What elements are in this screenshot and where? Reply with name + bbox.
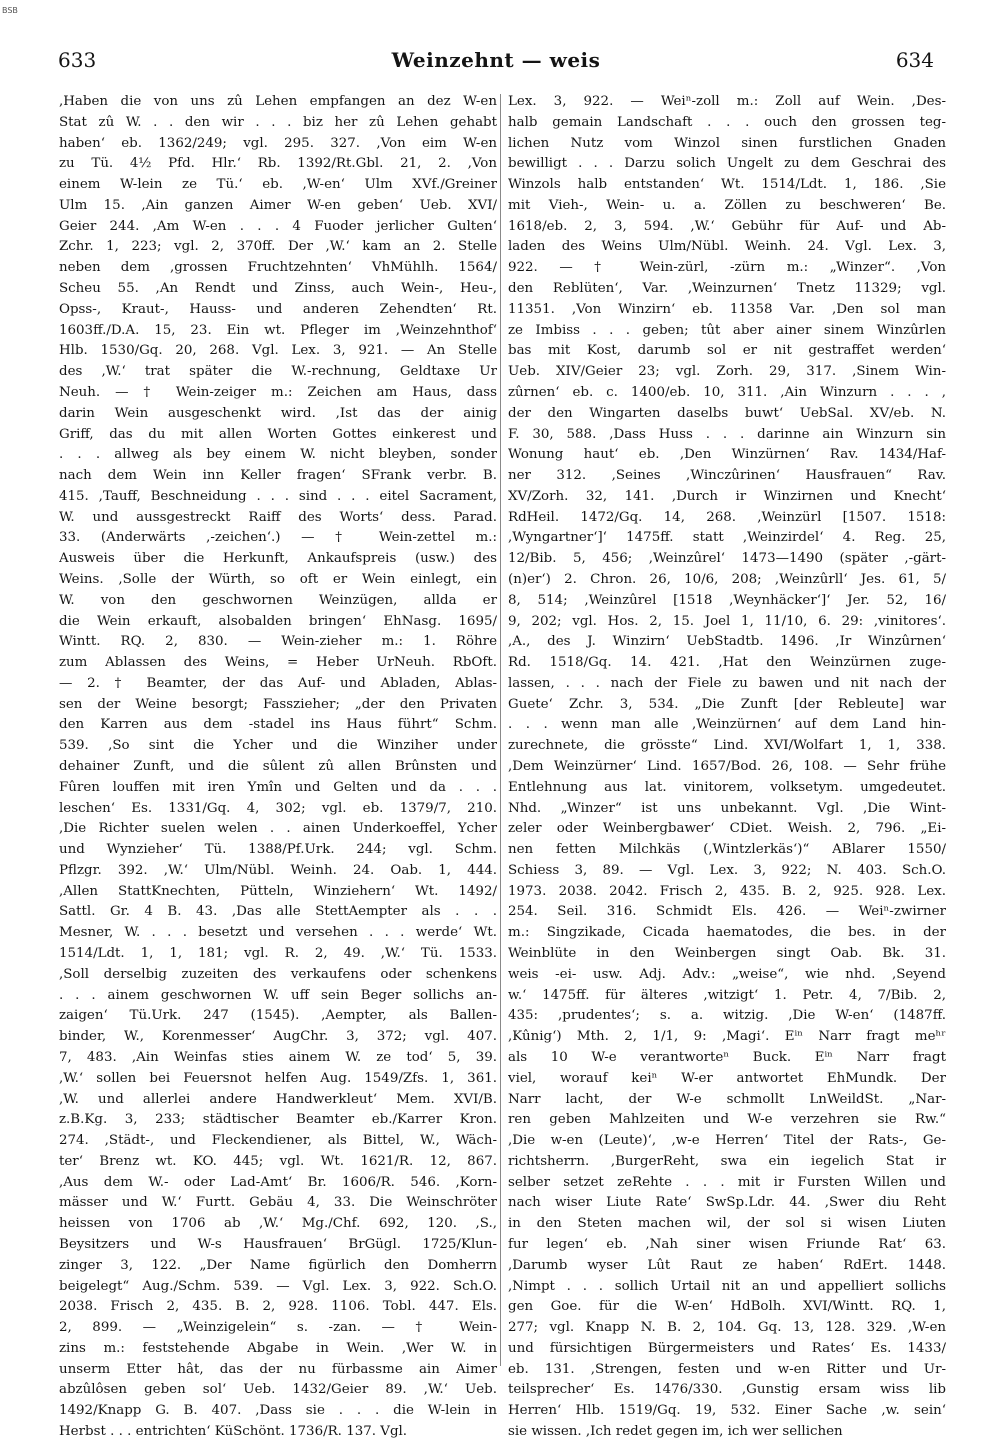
left-column	[59, 92, 497, 1443]
text-line: Pflzgr. 392. ,W.‘ Ulm/Nübl. Weinh. 24. Oab. 1, 444.	[59, 862, 497, 878]
text-line: 8, 514; ,Weinzûrel [1518 ,Weynhäcker‘]‘ Jer. 52, 16/	[508, 592, 946, 608]
page-header	[58, 44, 934, 74]
text-line: ner 312. ,Seines ,Winczûrinen‘ Hausfrauen“ Rav.	[508, 468, 946, 484]
text-line: ,Aus dem W.- oder Lad-Amt‘ Br. 1606/R. 546. ,Korn-	[59, 1174, 497, 1190]
text-line: haben‘ eb. 1362/249; vgl. 295. 327. ,Von eim W-en	[59, 135, 497, 151]
text-line: Sattl. Gr. 4 B. 43. ,Das alle StettAempter als . . .	[59, 904, 497, 920]
text-line: Guete‘ Zchr. 3, 534. „Die Zunft [der Rebleute] war	[508, 696, 946, 712]
text-line: zins m.: feststehende Abgabe in Wein. ,Wer W. in	[59, 1340, 497, 1356]
text-line: Neuh. — † Wein-zeiger m.: Zeichen am Haus, dass	[59, 384, 497, 400]
text-line: die Wein erkauft, alsobalden bringen‘ EhNasg. 1695/	[59, 613, 497, 629]
column-divider	[500, 94, 501, 1366]
text-line: 1618/eb. 2, 3, 594. ,W.‘ Gebühr für Auf- und Ab-	[508, 218, 946, 234]
text-line: eb. 131. ,Strengen, festen und w-en Ritter und Ur-	[508, 1361, 946, 1377]
text-line: zurechnete, die grösste“ Lind. XVI/Wolfart 1, 1, 338.	[508, 738, 946, 754]
text-line: z.B.Kg. 3, 233; städtischer Beamter eb./Karrer Kron.	[59, 1112, 497, 1128]
text-line: 2, 899. — „Weinzigelein“ s. -zan. — † Wein-	[59, 1320, 497, 1336]
text-line: teilsprecher‘ Es. 1476/330. ,Gunstig ersam wiss lib	[508, 1382, 946, 1398]
text-line: 1492/Knapp G. B. 407. ,Dass sie . . . die W-lein in	[59, 1403, 497, 1419]
text-line: Mesner, W. . . . besetzt und versehen . . . werde‘ Wt.	[59, 925, 497, 941]
text-line: zum Ablassen des Weins, = Heber UrNeuh. RbOft.	[59, 655, 497, 671]
text-line: Ueb. XIV/Geier 23; vgl. Zorh. 29, 317. ,Sinem Win-	[508, 364, 946, 380]
text-line: Entlehnung aus lat. vinitorem, volksetym. umgedeutet.	[508, 779, 946, 795]
text-line: lichen Nutz vom Winzol sinen furstlichen Gnaden	[508, 135, 946, 151]
text-line: nach dem Wein inn Keller fragen‘ SFrank verbr. B.	[59, 468, 497, 484]
text-line: selber setzet zeRehte . . . mit ir Fursten Willen und	[508, 1174, 946, 1190]
text-line: Herren‘ Hlb. 1519/Gq. 19, 532. Einer Sache ,w. sein‘	[508, 1403, 946, 1419]
text-line: viel, worauf keiⁿ W-er antwortet EhMundk. Der	[508, 1070, 946, 1086]
text-line: 12/Bib. 5, 456; ,Weinzûrel‘ 1473—1490 (später ,-gärt-	[508, 551, 946, 567]
text-line: Geier 244. ,Am W-en . . . 4 Fuoder jerlicher Gulten‘	[59, 218, 497, 234]
text-line: abzûlôsen geben sol‘ Ueb. 1432/Geier 89. ,W.‘ Ueb.	[59, 1382, 497, 1398]
text-line: zûrnen‘ eb. c. 1400/eb. 10, 311. ,Ain Winzurn . . . ,	[508, 384, 946, 400]
text-line: richtsherrn. ,BurgerReht, swa ein iegelich Stat ir	[508, 1153, 946, 1169]
text-line: Schiess 3, 89. — Vgl. Lex. 3, 922; N. 403. Sch.O.	[508, 862, 946, 878]
text-line: ,W. und allerlei andere Handwerkleut‘ Mem. XVI/B.	[59, 1091, 497, 1107]
text-line: . . . ainem geschwornen W. uff sein Beger sollichs an-	[59, 987, 497, 1003]
text-line: Ulm 15. ,Ain ganzen Aimer W-en geben‘ Ueb. XVI/	[59, 197, 497, 213]
text-line: Wonung haut‘ eb. ,Den Winzürnen‘ Rav. 1434/Haf-	[508, 447, 946, 463]
text-line: heissen von 1706 ab ,W.‘ Mg./Chf. 692, 120. ,S.,	[59, 1216, 497, 1232]
text-line: 415. ,Tauff, Beschneidung . . . sind . . . eitel Sacrament,	[59, 488, 497, 504]
text-line: 2038. Frisch 2, 435. B. 2, 928. 1106. Tobl. 447. Els.	[59, 1299, 497, 1315]
text-line: bas mit Kost, darumb sol er nit gestraffet werden‘	[508, 343, 946, 359]
text-line: w.‘ 1475ff. für älteres ,witzigt‘ 1. Petr. 4, 7/Bib. 2,	[508, 987, 946, 1003]
text-line: sen der Weine besorgt; Fasszieher; „der den Privaten	[59, 696, 497, 712]
text-line: den Reblüten‘, Var. ,Weinzurnen‘ Tnetz 11329; vgl.	[508, 281, 946, 297]
text-line: einem W-lein ze Tü.‘ eb. ,W-en‘ Ulm XVf./Greiner	[59, 177, 497, 193]
text-line: 277; vgl. Knapp N. B. 2, 104. Gq. 13, 128. 329. ,W-en	[508, 1320, 946, 1336]
text-line: 274. ,Städt-, und Fleckendiener, als Bittel, W., Wäch-	[59, 1133, 497, 1149]
text-line: Beysitzers und W-s Hausfrauen‘ BrGügl. 1725/Klun-	[59, 1236, 497, 1252]
text-line: zinger 3, 122. „Der Name figürlich den Domherrn	[59, 1257, 497, 1273]
text-line: Ausweis über die Herkunft, Ankaufspreis (usw.) des	[59, 551, 497, 567]
text-line: halb gemain Landschaft . . . ouch den grossen teg-	[508, 114, 946, 130]
text-line: Herbst . . . entrichten‘ KüSchönt. 1736/R. 137. Vgl.	[59, 1424, 408, 1439]
text-line: zeler oder Weinbergbawer‘ CDiet. Weish. 2, 796. „Ei-	[508, 821, 946, 837]
text-line: RdHeil. 1472/Gq. 14, 268. ,Weinzürl [1507. 1518:	[508, 509, 946, 525]
text-line: in den Steten machen wil, der sol si wisen Liuten	[508, 1216, 946, 1232]
text-line: ter‘ Brenz wt. KO. 445; vgl. Wt. 1621/R. 12, 867.	[59, 1153, 497, 1169]
text-line: zaigen‘ Tü.Urk. 247 (1545). ,Aempter, als Ballen-	[59, 1008, 497, 1024]
text-line: ,Die w-en (Leute)‘, ,w-e Herren‘ Titel der Rats-, Ge-	[508, 1133, 946, 1149]
text-line: Rd. 1518/Gq. 14. 421. ,Hat den Weinzürnen zuge-	[508, 655, 946, 671]
text-line: ,Wyngartner‘]‘ 1475ff. statt ,Weinzirdel‘ 4. Reg. 25,	[508, 530, 946, 546]
text-line: und fürsichtigen Bürgermeisters und Rates‘ Es. 1433/	[508, 1340, 946, 1356]
text-line: Fûren louffen mit iren Ymîn und Gelten und da . . .	[59, 779, 497, 795]
text-line: den Karren aus dem -stadel ins Haus führt“ Schm.	[59, 717, 497, 733]
text-line: mässer und W.‘ Furtt. Gebäu 4, 33. Die Weinschröter	[59, 1195, 497, 1211]
text-line: Weins. ,Solle der Würth, so oft er Wein einlegt, ein	[59, 571, 497, 587]
text-line: 539. ,So sint die Ycher und die Winziher under	[59, 738, 497, 754]
text-line: . . . allweg als bey einem W. nicht bleyben, sonder	[59, 447, 497, 463]
text-line: ,Die Richter suelen welen . . ainen Underkoeffel, Ycher	[59, 821, 497, 837]
text-line: 1603ff./D.A. 15, 23. Ein wt. Pfleger im ,Weinzehnthof‘	[59, 322, 497, 338]
text-line: Winzols halb entstanden‘ Wt. 1514/Ldt. 1, 186. ,Sie	[508, 177, 946, 193]
text-line: Wintt. RQ. 2, 830. — Wein-zieher m.: 1. Röhre	[59, 634, 497, 650]
text-line: — 2. † Beamter, der das Auf- und Abladen, Ablas-	[59, 675, 497, 691]
text-line: ze Imbiss . . . geben; tût aber ainer sinem Winzûrlen	[508, 322, 946, 338]
text-line: zu Tü. 4½ Pfd. Hlr.‘ Rb. 1392/Rt.Gbl. 21, 2. ,Von	[59, 156, 497, 172]
text-line: Nhd. „Winzer“ ist uns unbekannt. Vgl. ,Die Wint-	[508, 800, 946, 816]
text-line: ,Haben die von uns zû Lehen empfangen an dez W-en	[59, 94, 497, 109]
text-line: nach wiser Liute Rate‘ SwSp.Ldr. 44. ,Swer diu Reht	[508, 1195, 946, 1211]
text-line: 7, 483. ,Ain Weinfas sties ainem W. ze tod‘ 5, 39.	[59, 1049, 497, 1065]
text-line: und Wynzieher‘ Tü. 1388/Pf.Urk. 244; vgl. Schm.	[59, 842, 497, 858]
text-line: ,Kûnig‘) Mth. 2, 1/1, 9: ,Magi‘. Eⁱⁿ Narr fragt meʰʳ	[508, 1029, 946, 1045]
text-line: ,Dem Weinzürner‘ Lind. 1657/Bod. 26, 108. — Sehr frühe	[508, 759, 946, 774]
text-line: nen fetten Milchkäs (,Wintzlerkäs‘)“ ABlarer 1550/	[508, 842, 946, 858]
text-line: ,Allen StattKnechten, Pütteln, Winziehern‘ Wt. 1492/	[59, 883, 497, 899]
text-line: Lex. 3, 922. — Weiⁿ-zoll m.: Zoll auf Wein. ,Des-	[508, 94, 946, 109]
text-line: beigelegt“ Aug./Schm. 539. — Vgl. Lex. 3, 922. Sch.O.	[59, 1278, 497, 1294]
text-line: bewilligt . . . Darzu solich Ungelt zu dem Geschrai des	[508, 156, 946, 172]
text-line: W. von den geschwornen Weinzügen, allda er	[59, 592, 497, 608]
text-line: 922. — † Wein-zürl, -zürn m.: „Winzer“. ,Von	[508, 260, 946, 276]
text-line: ,Darumb wyser Lût Raut ze haben‘ RdErt. 1448.	[508, 1257, 946, 1273]
text-line: der den Wingarten daselbs buwt‘ UebSal. XV/eb. N.	[508, 405, 946, 421]
text-line: XV/Zorh. 32, 141. ,Durch ir Winzirnen und Knecht‘	[508, 488, 946, 504]
text-line: Stat zû W. . . den wir . . . biz her zû Lehen gehabt	[59, 114, 497, 130]
text-line: binder, W., Korenmesser‘ AugChr. 3, 372; vgl. 407.	[59, 1029, 497, 1045]
text-line: 254. Seil. 316. Schmidt Els. 426. — Weiⁿ-zwirner	[508, 904, 946, 920]
text-line: F. 30, 588. ,Dass Huss . . . darinne ain Winzurn sin	[508, 426, 946, 442]
text-line: Scheu 55. ,An Rendt und Zinss, auch Wein-, Heu-,	[59, 281, 497, 297]
text-line: (n)er‘) 2. Chron. 26, 10/6, 208; ,Weinzûrll‘ Jes. 61, 5/	[508, 571, 946, 587]
text-line: 1973. 2038. 2042. Frisch 2, 435. B. 2, 925. 928. Lex.	[508, 883, 946, 899]
right-column	[508, 92, 946, 1443]
text-line: sie wissen. ,Ich redet gegen im, ich wer sellichen	[508, 1424, 843, 1439]
text-line: Zchr. 1, 223; vgl. 2, 370ff. Der ,W.‘ kam an 2. Stelle	[59, 239, 497, 255]
text-line: ,Soll derselbig zuzeiten des verkaufens oder schenkens	[59, 966, 497, 982]
page-number-left: 633	[58, 48, 97, 72]
text-line: fur legen‘ eb. ,Nah siner wisen Friunde Rat‘ 63.	[508, 1236, 946, 1252]
text-line: als 10 W-e verantworteⁿ Buck. Eⁱⁿ Narr fragt	[508, 1049, 946, 1065]
text-line: Griff, das du mit allen Worten Gottes einkerest und	[59, 426, 497, 442]
text-line: dehainer Zunft, und die sûlent zû allen Brûnsten und	[59, 759, 497, 774]
text-line: ren geben Mahlzeiten und W-e verzehren sie Rw.“	[508, 1112, 946, 1128]
text-line: 33. (Anderwärts ,-zeichen‘.) — † Wein-zettel m.:	[59, 530, 497, 546]
library-stamp: BSB	[2, 6, 18, 15]
text-line: unserm Etter hât, das der nu fürbassme ain Aimer	[59, 1361, 497, 1377]
text-line: Opss-, Kraut-, Hauss- und anderen Zehendten‘ Rt.	[59, 301, 497, 317]
text-line: ,Nimpt . . . sollich Urtail nit an und appelliert sollichs	[508, 1278, 946, 1294]
text-line: ,W.‘ sollen bei Feuersnot helfen Aug. 1549/Zfs. 1, 361.	[59, 1070, 497, 1086]
text-line: Hlb. 1530/Gq. 20, 268. Vgl. Lex. 3, 921. — An Stelle	[59, 343, 497, 359]
text-line: m.: Singzikade, Cicada haematodes, die bes. in der	[508, 925, 946, 941]
text-line: 9, 202; vgl. Hos. 2, 15. Joel 1, 11/10, 6. 29: ,vinitores‘.	[508, 613, 946, 629]
text-line: 435: ,prudentes‘; s. a. witzig. ,Die W-en‘ (1487ff.	[508, 1008, 946, 1024]
text-line: weis -ei- usw. Adj. Adv.: „weise“, wie nhd. ,Seyend	[508, 966, 946, 982]
text-line: leschen‘ Es. 1331/Gq. 4, 302; vgl. eb. 1379/7, 210.	[59, 800, 497, 816]
text-line: des ,W.‘ trat später die W.-rechnung, Geldtaxe Ur	[59, 364, 497, 380]
running-head: Weinzehnt — weis	[391, 48, 601, 72]
text-line: Weinblüte in den Weinbergen singt Oab. Bk. 31.	[508, 946, 946, 962]
text-line: gen Goe. für die W-en‘ HdBolh. XVI/Wintt. RQ. 1,	[508, 1299, 946, 1315]
text-line: 11351. ,Von Winzirn‘ eb. 11358 Var. ,Den sol man	[508, 301, 946, 317]
text-line: neben dem ,grossen Fruchtzehnten‘ VhMühlh. 1564/	[59, 260, 497, 276]
text-line: laden des Weins Ulm/Nübl. Weinh. 24. Vgl. Lex. 3,	[508, 239, 946, 255]
text-line: 1514/Ldt. 1, 1, 181; vgl. R. 2, 49. ,W.‘ Tü. 1533.	[59, 946, 497, 962]
text-line: mit Vieh-, Wein- u. a. Zöllen zu beschweren‘ Be.	[508, 197, 946, 213]
text-line: Narr lacht, der W-e schmollt LnWeildSt. „Nar-	[508, 1091, 946, 1107]
page-number-right: 634	[895, 48, 934, 72]
text-line: . . . wenn man alle ,Weinzürnen‘ auf dem Land hin-	[508, 717, 946, 733]
text-line: darin Wein ausgeschenkt wird. ,Ist das der ainig	[59, 405, 497, 421]
text-line: W. und aussgestreckt Raiff des Worts‘ dess. Parad.	[59, 509, 497, 525]
text-line: ,A., des J. Winzirn‘ UebStadtb. 1496. ,Ir Winzûrnen‘	[508, 634, 946, 650]
text-line: lassen, . . . nach der Fiele zu bawen und nit nach der	[508, 675, 946, 691]
